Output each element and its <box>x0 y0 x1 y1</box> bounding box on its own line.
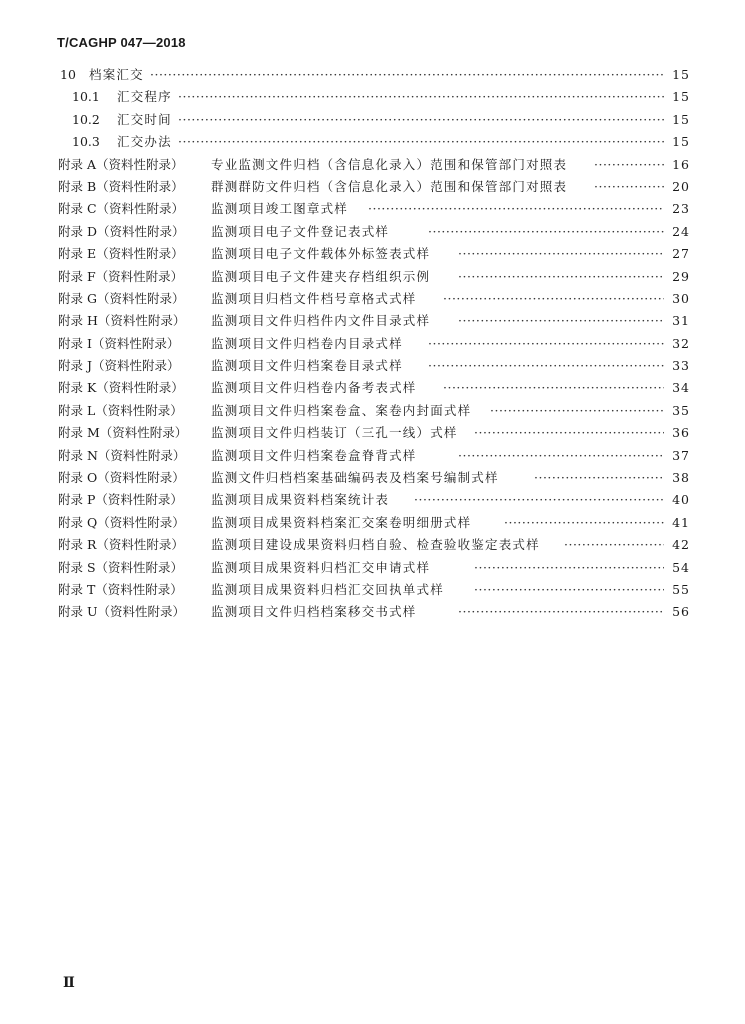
toc-entry-number: 附录 F（资料性附录） <box>58 268 184 284</box>
toc-entry-number: 附录 L（资料性附录） <box>58 402 183 418</box>
toc-entry-number: 10.1 <box>72 89 100 105</box>
toc-entry-title: 监测项目成果资料档案统计表 <box>211 492 390 508</box>
toc-entry-number: 附录 C（资料性附录） <box>58 201 185 217</box>
toc-entry-page: 15 <box>672 134 690 150</box>
toc-entry-appendix-d[interactable] <box>58 221 690 243</box>
toc-entry-page: 15 <box>672 89 690 105</box>
toc-entry-number: 附录 E（资料性附录） <box>58 246 184 262</box>
toc-entry-page: 16 <box>672 156 690 172</box>
toc-entry-page: 37 <box>672 447 690 463</box>
toc-entry-appendix-b[interactable] <box>58 176 690 198</box>
toc-entry-title: 监测项目归档文件档号章格式式样 <box>211 290 417 306</box>
toc-entry-appendix-c[interactable] <box>58 198 690 220</box>
toc-leader-dots <box>443 288 664 310</box>
toc-leader-dots <box>458 445 664 467</box>
toc-leader-dots <box>458 310 664 332</box>
toc-entry-page: 42 <box>672 537 690 553</box>
toc-entry-page: 20 <box>672 178 690 194</box>
toc-leader-dots <box>414 489 664 511</box>
toc-entry-number: 附录 J（资料性附录） <box>58 358 180 374</box>
toc-leader-dots <box>474 579 664 601</box>
toc-entry-number: 10.2 <box>72 111 100 127</box>
toc-entry-page: 55 <box>672 581 690 597</box>
toc-entry-10-1[interactable] <box>58 86 690 108</box>
toc-leader-dots <box>428 333 664 355</box>
toc-entry-title: 监测项目成果资料归档汇交申请式样 <box>211 559 431 575</box>
toc-entry-number: 10.3 <box>72 134 100 150</box>
toc-leader-dots <box>564 534 664 556</box>
toc-entry-appendix-h[interactable] <box>58 310 690 332</box>
toc-entry-page: 40 <box>672 492 690 508</box>
toc-entry-page: 23 <box>672 201 690 217</box>
toc-leader-dots <box>504 512 664 534</box>
toc-entry-title: 汇交办法 <box>117 134 172 150</box>
toc-entry-title: 监测项目文件归档案卷盒脊背式样 <box>211 447 417 463</box>
toc-leader-dots <box>594 176 664 198</box>
toc-entry-page: 41 <box>672 514 690 530</box>
toc-entry-number: 附录 A（资料性附录） <box>58 156 184 172</box>
toc-entry-number: 附录 P（资料性附录） <box>58 492 183 508</box>
toc-entry-page: 32 <box>672 335 690 351</box>
toc-entry-title: 监测项目成果资料归档汇交回执单式样 <box>211 581 444 597</box>
toc-entry-number: 附录 D（资料性附录） <box>58 223 185 239</box>
toc-entry-number: 附录 Q（资料性附录） <box>58 514 185 530</box>
toc-entry-title: 监测项目文件归档件内文件目录式样 <box>211 313 431 329</box>
toc-leader-dots <box>178 131 664 153</box>
standard-code: T/CAGHP 047—2018 <box>57 35 186 50</box>
toc-leader-dots <box>428 221 664 243</box>
toc-entry-title: 监测项目电子文件登记表式样 <box>211 223 390 239</box>
toc-entry-number: 附录 T（资料性附录） <box>58 581 183 597</box>
toc-entry-appendix-i[interactable] <box>58 333 690 355</box>
toc-entry-page: 24 <box>672 223 690 239</box>
toc-entry-appendix-o[interactable] <box>58 467 690 489</box>
toc-entry-10[interactable] <box>58 64 690 86</box>
toc-entry-appendix-t[interactable] <box>58 579 690 601</box>
toc-entry-page: 33 <box>672 358 690 374</box>
toc-entry-number: 附录 H（资料性附录） <box>58 313 186 329</box>
toc-entry-title: 监测项目文件归档案卷盒、案卷内封面式样 <box>211 402 472 418</box>
toc-entry-title: 专业监测文件归档（含信息化录入）范围和保管部门对照表 <box>211 156 568 172</box>
toc-leader-dots <box>368 198 664 220</box>
toc-entry-appendix-g[interactable] <box>58 288 690 310</box>
toc-leader-dots <box>443 377 664 399</box>
toc-leader-dots <box>428 355 664 377</box>
toc-entry-title: 监测项目竣工图章式样 <box>211 201 349 217</box>
toc-entry-title: 监测项目文件归档卷内备考表式样 <box>211 380 417 396</box>
toc-leader-dots <box>178 86 664 108</box>
toc-entry-page: 15 <box>672 67 690 82</box>
toc-entry-title: 监测文件归档档案基础编码表及档案号编制式样 <box>211 470 499 486</box>
toc-entry-title: 监测项目文件归档案卷目录式样 <box>211 358 403 374</box>
toc-entry-page: 29 <box>672 268 690 284</box>
toc-entry-number: 附录 G（资料性附录） <box>58 290 185 306</box>
toc-entry-title: 监测项目成果资料档案汇交案卷明细册式样 <box>211 514 472 530</box>
toc-entry-appendix-l[interactable] <box>58 400 690 422</box>
toc-entry-page: 35 <box>672 402 690 418</box>
toc-entry-title: 监测项目电子文件载体外标签表式样 <box>211 246 431 262</box>
toc-entry-appendix-e[interactable] <box>58 243 690 265</box>
toc-entry-page: 27 <box>672 246 690 262</box>
toc-leader-dots <box>490 400 664 422</box>
toc-entry-number: 附录 R（资料性附录） <box>58 537 184 553</box>
toc-entry-appendix-p[interactable] <box>58 489 690 511</box>
toc-entry-number: 附录 N（资料性附录） <box>58 447 186 463</box>
toc-entry-appendix-q[interactable] <box>58 512 690 534</box>
toc-entry-appendix-f[interactable] <box>58 266 690 288</box>
toc-entry-appendix-k[interactable] <box>58 377 690 399</box>
toc-entry-page: 31 <box>672 313 690 329</box>
toc-leader-dots <box>458 243 664 265</box>
toc-entry-appendix-n[interactable] <box>58 445 690 467</box>
toc-entry-title: 监测项目文件归档卷内目录式样 <box>211 335 403 351</box>
toc-entry-page: 38 <box>672 470 690 486</box>
toc-entry-page: 30 <box>672 290 690 306</box>
toc-leader-dots <box>458 266 664 288</box>
toc-entry-number: 附录 S（资料性附录） <box>58 559 184 575</box>
toc-entry-appendix-m[interactable] <box>58 422 690 444</box>
toc-entry-number: 附录 K（资料性附录） <box>58 380 184 396</box>
toc-entry-appendix-u[interactable] <box>58 601 690 623</box>
toc-entry-title: 监测项目文件归档档案移交书式样 <box>211 604 417 620</box>
toc-entry-title: 监测项目建设成果资料归档自验、检查验收鉴定表式样 <box>211 537 540 553</box>
toc-entry-page: 56 <box>672 604 690 620</box>
toc-leader-dots <box>178 109 664 131</box>
toc-entry-10-3[interactable] <box>58 131 690 153</box>
toc-entry-number: 10 <box>60 67 76 82</box>
toc-entry-title: 汇交程序 <box>117 89 172 105</box>
toc-entry-page: 36 <box>672 425 690 441</box>
page-number: Ⅱ <box>63 975 75 991</box>
toc-leader-dots <box>594 154 664 176</box>
toc-entry-page: 34 <box>672 380 690 396</box>
toc-entry-page: 15 <box>672 111 690 127</box>
table-of-contents <box>58 64 690 624</box>
toc-entry-title: 监测项目文件归档装订（三孔一线）式样 <box>211 425 458 441</box>
toc-entry-number: 附录 M（资料性附录） <box>58 425 188 441</box>
toc-entry-number: 附录 U（资料性附录） <box>58 604 186 620</box>
toc-entry-number: 附录 O（资料性附录） <box>58 470 185 486</box>
toc-entry-number: 附录 B（资料性附录） <box>58 178 184 194</box>
toc-leader-dots <box>150 64 664 86</box>
toc-entry-10-2[interactable] <box>58 109 690 131</box>
toc-entry-appendix-j[interactable] <box>58 355 690 377</box>
toc-entry-appendix-a[interactable] <box>58 154 690 176</box>
toc-entry-title: 汇交时间 <box>117 111 172 127</box>
toc-entry-page: 54 <box>672 559 690 575</box>
toc-leader-dots <box>458 601 664 623</box>
toc-leader-dots <box>474 557 664 579</box>
toc-entry-title: 档案汇交 <box>89 67 144 82</box>
toc-entry-title: 监测项目电子文件建夹存档组织示例 <box>211 268 431 284</box>
toc-entry-number: 附录 I（资料性附录） <box>58 335 180 351</box>
toc-leader-dots <box>474 422 664 444</box>
toc-entry-title: 群测群防文件归档（含信息化录入）范围和保管部门对照表 <box>211 178 568 194</box>
toc-leader-dots <box>534 467 664 489</box>
toc-entry-appendix-r[interactable] <box>58 534 690 556</box>
toc-entry-appendix-s[interactable] <box>58 557 690 579</box>
